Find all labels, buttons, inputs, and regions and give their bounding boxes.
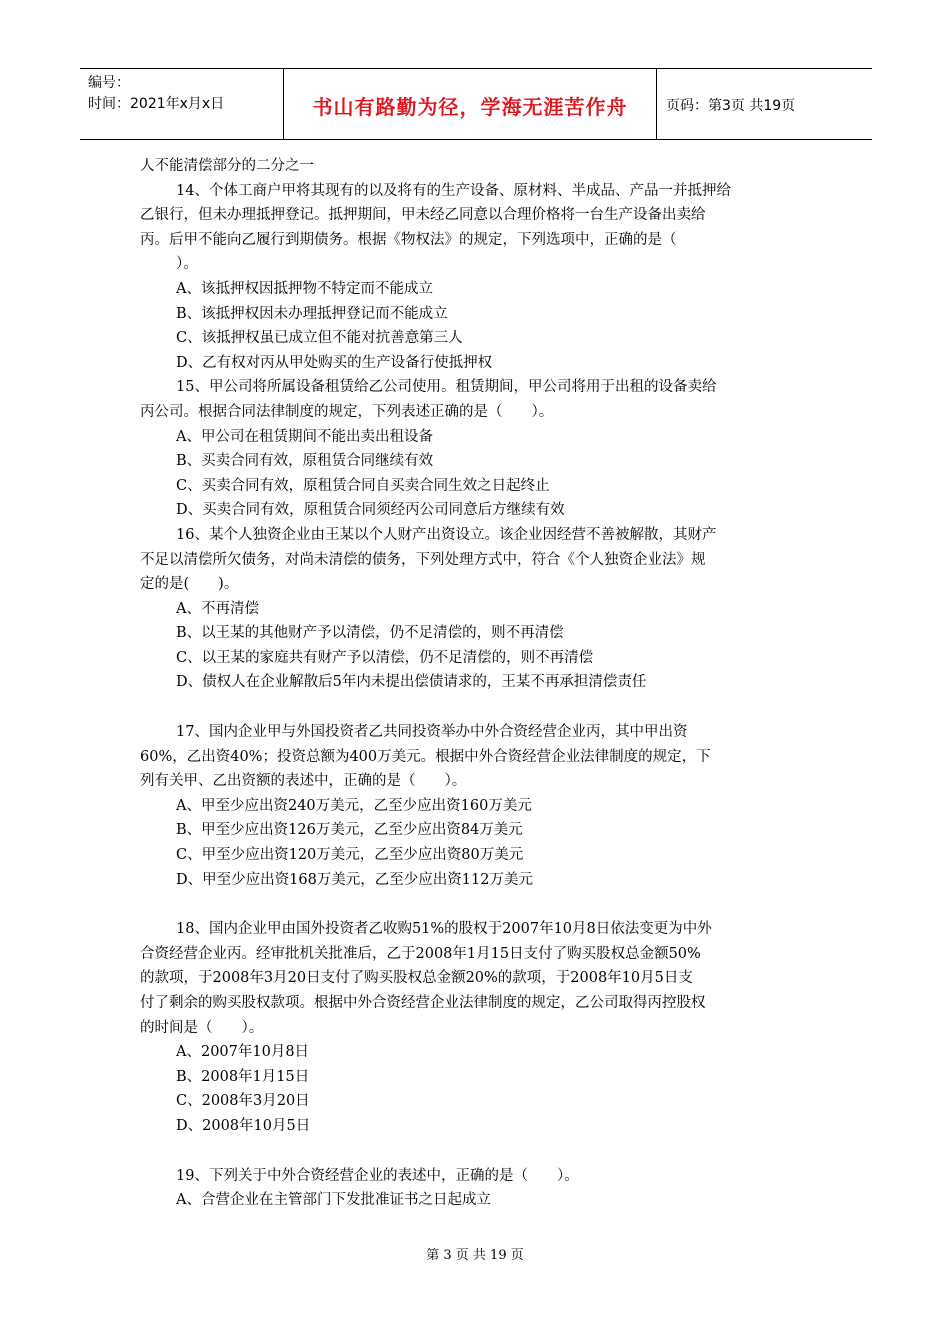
answer-option-line: A、合营企业在主管部门下发批准证书之日起成立 xyxy=(176,1192,491,1209)
text-line: 合资经营企业丙。经审批机关批准后，乙于2008年1月15日支付了购买股权总金额50% xyxy=(140,945,701,962)
text-line: 乙银行，但未办理抵押登记。抵押期间，甲未经乙同意以合理价格将一台生产设备出卖给 xyxy=(140,207,706,224)
answer-option-line: A、不再清偿 xyxy=(176,600,259,617)
answer-option-line: C、买卖合同有效，原租赁合同自买卖合同生效之日起终止 xyxy=(176,477,550,494)
text-line: 18、国内企业甲由国外投资者乙收购51%的股权于2007年10月8日依法变更为中外 xyxy=(176,921,712,938)
text-line: 人不能清偿部分的二分之一 xyxy=(140,158,314,174)
answer-option-line: A、2007年10月8日 xyxy=(176,1044,310,1061)
answer-option-line: D、债权人在企业解散后5年内未提出偿债请求的，王某不再承担清偿责任 xyxy=(176,674,647,691)
text-line: 丙。后甲不能向乙履行到期债务。根据《物权法》的规定，下列选项中，正确的是（ xyxy=(140,231,677,248)
header-right-cell xyxy=(656,69,872,139)
answer-option-line: C、甲至少应出资120万美元，乙至少应出资80万美元 xyxy=(176,847,524,864)
answer-option-line: A、甲至少应出资240万美元，乙至少应出资160万美元 xyxy=(176,797,532,814)
blank-line xyxy=(140,892,812,917)
text-line: 60%，乙出资40%；投资总额为400万美元。根据中外合资经营企业法律制度的规定，下 xyxy=(140,748,711,765)
answer-option-line: C、该抵押权虽已成立但不能对抗善意第三人 xyxy=(176,330,463,347)
answer-option-line: B、该抵押权因未办理抵押登记而不能成立 xyxy=(176,305,448,322)
date-label: 时间：2021年x月x日 xyxy=(88,96,225,112)
page-header xyxy=(80,68,872,140)
answer-option-line: C、以王某的家庭共有财产予以清偿，仍不足清偿的，则不再清偿 xyxy=(176,649,594,666)
answer-option-line: D、买卖合同有效，原租赁合同须经丙公司同意后方继续有效 xyxy=(176,502,565,519)
answer-option-line: B、以王某的其他财产予以清偿，仍不足清偿的，则不再清偿 xyxy=(176,625,564,642)
text-line: 16、某个人独资企业由王某以个人财产出资设立。该企业因经营不善被解散，其财产 xyxy=(176,526,717,543)
text-line: 14、个体工商户甲将其现有的以及将有的生产设备、原材料、半成品、产品一并抵押给 xyxy=(176,182,731,199)
text-line: 15、甲公司将所属设备租赁给乙公司使用。租赁期间，甲公司将用于出租的设备卖给 xyxy=(176,379,717,396)
text-line: 付了剩余的购买股权款项。根据中外合资经营企业法律制度的规定，乙公司取得丙控股权 xyxy=(140,995,706,1011)
page-info: 页码：第3页 共19页 xyxy=(666,98,796,114)
answer-option-line: C、2008年3月20日 xyxy=(176,1093,310,1110)
motto-text: 书山有路勤为径，学海无涯苦作舟 xyxy=(312,95,628,119)
answer-option-line: D、甲至少应出资168万美元，乙至少应出资112万美元 xyxy=(176,871,533,888)
text-line: 不足以清偿所欠债务，对尚未清偿的债务，下列处理方式中，符合《个人独资企业法》规 xyxy=(140,551,706,568)
header-left-cell xyxy=(80,69,285,139)
answer-option-line: D、乙有权对丙从甲处购买的生产设备行使抵押权 xyxy=(176,354,493,371)
number-label: 编号： xyxy=(88,75,130,91)
text-line: 的款项，于2008年3月20日支付了购买股权总金额20%的款项，于2008年10月5日支 xyxy=(140,970,693,987)
header-motto-cell xyxy=(283,69,657,139)
answer-option-line: D、2008年10月5日 xyxy=(176,1117,311,1134)
answer-option-line: B、甲至少应出资126万美元，乙至少应出资84万美元 xyxy=(176,822,523,839)
answer-option-line: B、买卖合同有效，原租赁合同继续有效 xyxy=(176,453,434,470)
page-footer: 第 3 页 共 19 页 xyxy=(426,1248,524,1263)
text-line: 的时间是（ ）。 xyxy=(140,1019,264,1036)
text-line: 丙公司。根据合同法律制度的规定，下列表述正确的是（ ）。 xyxy=(140,403,554,420)
blank-line xyxy=(140,1139,812,1164)
document-body xyxy=(140,154,812,1213)
text-line: 17、国内企业甲与外国投资者乙共同投资举办中外合资经营企业丙，其中甲出资 xyxy=(176,724,688,741)
text-line: ）。 xyxy=(176,256,198,273)
answer-option-line: A、该抵押权因抵押物不特定而不能成立 xyxy=(176,280,433,297)
answer-option-line: A、甲公司在租赁期间不能出卖出租设备 xyxy=(176,428,433,445)
answer-option-line: B、2008年1月15日 xyxy=(176,1068,310,1085)
text-line: 19、下列关于中外合资经营企业的表述中，正确的是（ ）。 xyxy=(176,1167,579,1184)
text-line: 定的是( )。 xyxy=(140,576,239,593)
blank-line xyxy=(140,695,812,720)
text-line: 列有关甲、乙出资额的表述中，正确的是（ ）。 xyxy=(140,773,467,790)
